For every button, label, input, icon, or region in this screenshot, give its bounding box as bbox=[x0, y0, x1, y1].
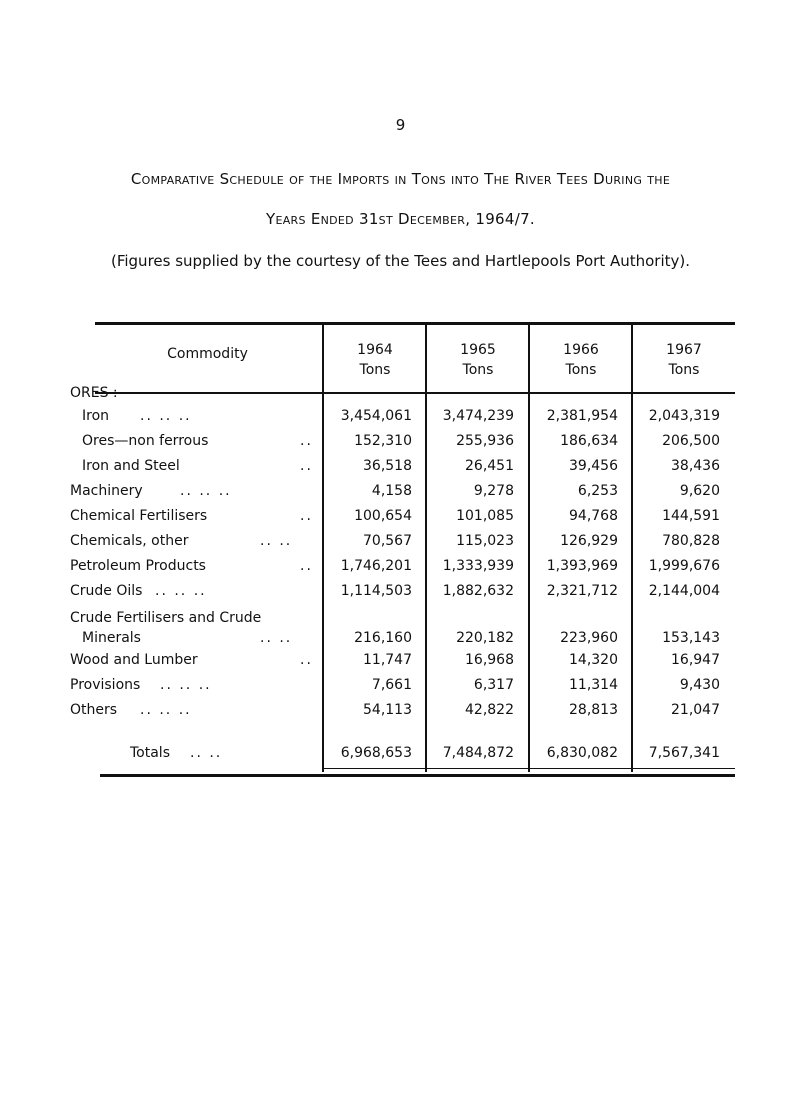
value-1966: 14,320 bbox=[569, 652, 618, 668]
commodity-name: Ores—non ferrous bbox=[82, 433, 209, 449]
header-unit: Tons bbox=[565, 362, 597, 378]
value-1967: 1,999,676 bbox=[648, 558, 720, 574]
commodity-name: Iron and Steel bbox=[82, 458, 180, 474]
value-1967: 206,500 bbox=[662, 433, 720, 449]
table-row bbox=[70, 433, 735, 455]
value-1966: 1,393,969 bbox=[546, 558, 618, 574]
commodity-name: Machinery bbox=[70, 483, 143, 499]
value-1965: 3,474,239 bbox=[442, 408, 514, 424]
commodity-name: Petroleum Products bbox=[70, 558, 206, 574]
value-1966: 94,768 bbox=[569, 508, 618, 524]
imports-table bbox=[70, 322, 735, 777]
table-row bbox=[70, 652, 735, 674]
header-year: 1965 bbox=[460, 342, 496, 358]
header-year: 1967 bbox=[666, 342, 702, 358]
value-1965: 9,278 bbox=[473, 483, 514, 499]
value-1964: 36,518 bbox=[363, 458, 412, 474]
totals-row bbox=[70, 745, 735, 767]
value-1965: 16,968 bbox=[465, 652, 514, 668]
table-row bbox=[70, 583, 735, 605]
value-1965: 1,882,632 bbox=[442, 583, 514, 599]
table-row bbox=[70, 458, 735, 480]
value-1965: 26,451 bbox=[465, 458, 514, 474]
value-1965: 220,182 bbox=[456, 630, 514, 646]
total-1965: 7,484,872 bbox=[442, 745, 514, 761]
header-commodity: Commodity bbox=[167, 346, 248, 362]
value-1964: 100,654 bbox=[354, 508, 412, 524]
table-row bbox=[70, 702, 735, 724]
value-1967: 9,430 bbox=[679, 677, 720, 693]
value-1967: 9,620 bbox=[679, 483, 720, 499]
dot-leader: .. .. .. bbox=[180, 483, 232, 499]
value-1965: 255,936 bbox=[456, 433, 514, 449]
header-year: 1964 bbox=[357, 342, 393, 358]
value-1966: 39,456 bbox=[569, 458, 618, 474]
value-1966: 186,634 bbox=[560, 433, 618, 449]
value-1967: 2,144,004 bbox=[648, 583, 720, 599]
value-1967: 21,047 bbox=[671, 702, 720, 718]
value-1967: 153,143 bbox=[662, 630, 720, 646]
dot-leader: .. bbox=[300, 652, 313, 668]
value-1964: 7,661 bbox=[371, 677, 412, 693]
table-row bbox=[70, 508, 735, 530]
table-row bbox=[70, 677, 735, 699]
value-1967: 38,436 bbox=[671, 458, 720, 474]
top-rule bbox=[95, 322, 735, 325]
dot-leader: .. .. bbox=[260, 533, 293, 549]
value-1967: 144,591 bbox=[662, 508, 720, 524]
value-1965: 115,023 bbox=[456, 533, 514, 549]
commodity-name: Others bbox=[70, 702, 118, 718]
dot-leader: .. bbox=[300, 508, 313, 524]
value-1966: 223,960 bbox=[560, 630, 618, 646]
dot-leader: .. .. bbox=[260, 630, 293, 646]
value-1964: 1,114,503 bbox=[340, 583, 412, 599]
value-1964: 1,746,201 bbox=[340, 558, 412, 574]
total-1967: 7,567,341 bbox=[648, 745, 720, 761]
value-1967: 16,947 bbox=[671, 652, 720, 668]
title-line-1: Comparative Schedule of the Imports in Tons into The River Tees During the bbox=[130, 170, 671, 188]
value-1967: 2,043,319 bbox=[648, 408, 720, 424]
dot-leader: .. .. bbox=[190, 745, 223, 761]
dot-leader: .. .. .. bbox=[155, 583, 207, 599]
commodity-name: Iron bbox=[82, 408, 110, 424]
value-1964: 11,747 bbox=[363, 652, 412, 668]
bottom-rule bbox=[100, 774, 735, 777]
header-1965 bbox=[428, 340, 528, 380]
value-1965: 101,085 bbox=[456, 508, 514, 524]
commodity-name: Crude Oils bbox=[70, 583, 143, 599]
section-label: ORES : bbox=[70, 385, 118, 401]
dot-leader: .. bbox=[300, 458, 313, 474]
commodity-name: Chemicals, other bbox=[70, 533, 189, 549]
table-row bbox=[70, 558, 735, 580]
total-1966: 6,830,082 bbox=[546, 745, 618, 761]
commodity-name: Crude Fertilisers and Crude bbox=[70, 610, 262, 626]
commodity-name: Provisions bbox=[70, 677, 141, 693]
value-1966: 126,929 bbox=[560, 533, 618, 549]
value-1966: 2,321,712 bbox=[546, 583, 618, 599]
value-1964: 216,160 bbox=[354, 630, 412, 646]
header-unit: Tons bbox=[462, 362, 494, 378]
header-unit: Tons bbox=[668, 362, 700, 378]
source-note: (Figures supplied by the courtesy of the Tees and Hartlepools Port Authority). bbox=[110, 252, 691, 270]
value-1964: 3,454,061 bbox=[340, 408, 412, 424]
header-unit: Tons bbox=[359, 362, 391, 378]
commodity-name: Wood and Lumber bbox=[70, 652, 198, 668]
value-1965: 1,333,939 bbox=[442, 558, 514, 574]
header-1964 bbox=[325, 340, 425, 380]
value-1966: 28,813 bbox=[569, 702, 618, 718]
dot-leader: .. .. .. bbox=[140, 702, 192, 718]
header-rule bbox=[95, 392, 735, 394]
page-number: 9 bbox=[395, 116, 406, 134]
value-1964: 54,113 bbox=[363, 702, 412, 718]
table-row bbox=[70, 610, 735, 654]
total-1964: 6,968,653 bbox=[340, 745, 412, 761]
header-year: 1966 bbox=[563, 342, 599, 358]
dot-leader: .. .. .. bbox=[160, 677, 212, 693]
value-1964: 70,567 bbox=[363, 533, 412, 549]
value-1966: 2,381,954 bbox=[546, 408, 618, 424]
dot-leader: .. bbox=[300, 558, 313, 574]
totals-label: Totals bbox=[130, 745, 170, 761]
header-1966 bbox=[531, 340, 631, 380]
value-1965: 6,317 bbox=[473, 677, 514, 693]
value-1967: 780,828 bbox=[662, 533, 720, 549]
title-line-2: Years Ended 31st December, 1964/7. bbox=[266, 210, 535, 228]
value-1964: 4,158 bbox=[371, 483, 412, 499]
table-row bbox=[70, 408, 735, 430]
header-1967 bbox=[634, 340, 734, 380]
dot-leader: .. .. .. bbox=[140, 408, 192, 424]
value-1964: 152,310 bbox=[354, 433, 412, 449]
value-1966: 6,253 bbox=[577, 483, 618, 499]
table-row bbox=[70, 483, 735, 505]
table-row bbox=[70, 533, 735, 555]
dot-leader: .. bbox=[300, 433, 313, 449]
value-1965: 42,822 bbox=[465, 702, 514, 718]
commodity-name-line2: Minerals bbox=[82, 630, 141, 646]
value-1966: 11,314 bbox=[569, 677, 618, 693]
commodity-name: Chemical Fertilisers bbox=[70, 508, 208, 524]
